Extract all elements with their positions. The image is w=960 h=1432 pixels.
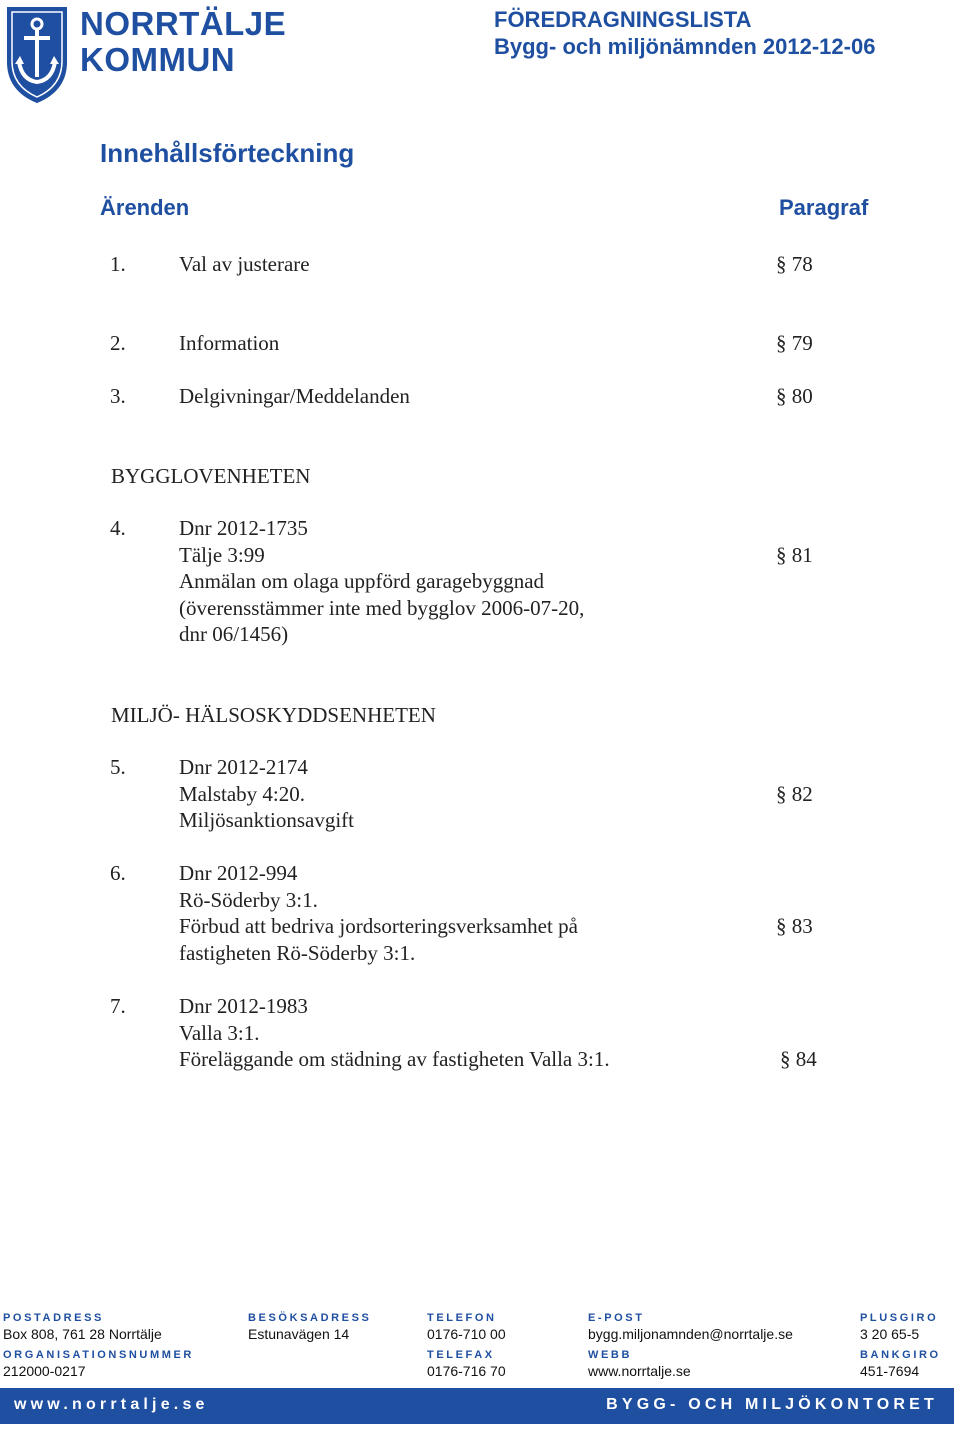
item-2-paragraph: § 79: [776, 331, 813, 355]
footer-website-link[interactable]: www.norrtalje.se: [14, 1396, 209, 1413]
item-1-paragraph: § 78: [776, 252, 813, 276]
footer-besoksadress-value: Estunavägen 14: [248, 1326, 350, 1342]
item-4-line-5: dnr 06/1456): [179, 622, 289, 646]
section-heading-bygglovenheten: BYGGLOVENHETEN: [111, 464, 311, 488]
item-5-line-1: Dnr 2012-2174: [179, 755, 308, 779]
item-5-line-3: Miljösanktionsavgift: [179, 808, 354, 832]
item-4-line-1: Dnr 2012-1735: [179, 516, 308, 540]
column-header-arenden: Ärenden: [100, 195, 190, 220]
footer-telefon-label: TELEFON: [427, 1312, 497, 1324]
item-1-number: 1.: [110, 252, 126, 276]
item-6-line-4: fastigheten Rö-Söderby 3:1.: [179, 940, 416, 965]
item-4-number: 4.: [110, 516, 126, 540]
brand-line-1: NORRTÄLJE: [80, 5, 287, 42]
item-5-paragraph: § 82: [776, 781, 813, 806]
item-3-title: Delgivningar/Meddelanden: [179, 384, 410, 408]
municipality-brand: [80, 6, 286, 78]
footer-epost-label: E-POST: [588, 1312, 645, 1324]
footer-postadress-label: POSTADRESS: [3, 1312, 104, 1324]
item-3-number: 3.: [110, 384, 126, 408]
item-5-line-2: Malstaby 4:20.: [179, 781, 305, 806]
item-6-number: 6.: [110, 861, 126, 885]
item-7-line-1: Dnr 2012-1983: [179, 994, 308, 1018]
footer-orgnr-label: ORGANISATIONSNUMMER: [3, 1349, 194, 1361]
footer-telefax-value: 0176-716 70: [427, 1363, 506, 1379]
footer-telefon-value: 0176-710 00: [427, 1326, 506, 1342]
item-6-paragraph: § 83: [776, 914, 813, 938]
norrtalje-coat-of-arms-logo: [4, 4, 70, 104]
footer-epost-value[interactable]: bygg.miljonamnden@norrtalje.se: [588, 1326, 793, 1342]
footer-besoksadress-label: BESÖKSADRESS: [248, 1312, 372, 1324]
footer-office-name: BYGG- OCH MILJÖKONTORET: [606, 1396, 938, 1413]
item-6-line-2: Rö-Söderby 3:1.: [179, 887, 318, 912]
item-7-paragraph: § 84: [780, 1047, 817, 1071]
item-3-paragraph: § 80: [776, 384, 813, 408]
item-1-title: Val av justerare: [179, 252, 310, 276]
item-2-number: 2.: [110, 331, 126, 355]
footer-webb-label: WEBB: [588, 1349, 633, 1361]
footer-telefax-label: TELEFAX: [427, 1349, 495, 1361]
item-4-line-4: (överensstämmer inte med bygglov 2006-07-20,: [179, 595, 585, 620]
item-7-line-2: Valla 3:1.: [179, 1020, 260, 1045]
footer-bankgiro-label: BANKGIRO: [860, 1349, 941, 1361]
item-6-line-1: Dnr 2012-994: [179, 861, 298, 885]
footer-postadress-value: Box 808, 761 28 Norrtälje: [3, 1326, 162, 1342]
item-5-number: 5.: [110, 755, 126, 779]
footer-webb-value[interactable]: www.norrtalje.se: [588, 1363, 691, 1379]
item-4-line-3: Anmälan om olaga uppförd garagebyggnad: [179, 569, 545, 593]
document-title: [494, 6, 875, 60]
item-2-title: Information: [179, 331, 280, 355]
footer-bankgiro-value: 451-7694: [860, 1363, 920, 1379]
meeting-name-date: Bygg- och miljönämnden 2012-12-06: [494, 34, 876, 59]
footer-plusgiro-label: PLUSGIRO: [860, 1312, 939, 1324]
footer-orgnr-value: 212000-0217: [3, 1363, 86, 1379]
item-4-paragraph: § 81: [776, 542, 813, 567]
brand-line-2: KOMMUN: [80, 41, 236, 78]
item-6-line-3: Förbud att bedriva jordsorteringsverksamhet på: [179, 914, 578, 938]
toc-heading: Innehållsförteckning: [100, 138, 355, 168]
document-type: FÖREDRAGNINGSLISTA: [494, 7, 752, 32]
item-4-line-2: Tälje 3:99: [179, 542, 265, 567]
section-heading-miljo-halsoskyddsenheten: MILJÖ- HÄLSOSKYDDSENHETEN: [111, 703, 436, 727]
column-header-paragraf: Paragraf: [779, 195, 869, 220]
footer-plusgiro-value: 3 20 65-5: [860, 1326, 920, 1342]
item-7-line-3: Föreläggande om städning av fastigheten Valla 3:1.: [179, 1047, 610, 1071]
item-7-number: 7.: [110, 994, 126, 1018]
